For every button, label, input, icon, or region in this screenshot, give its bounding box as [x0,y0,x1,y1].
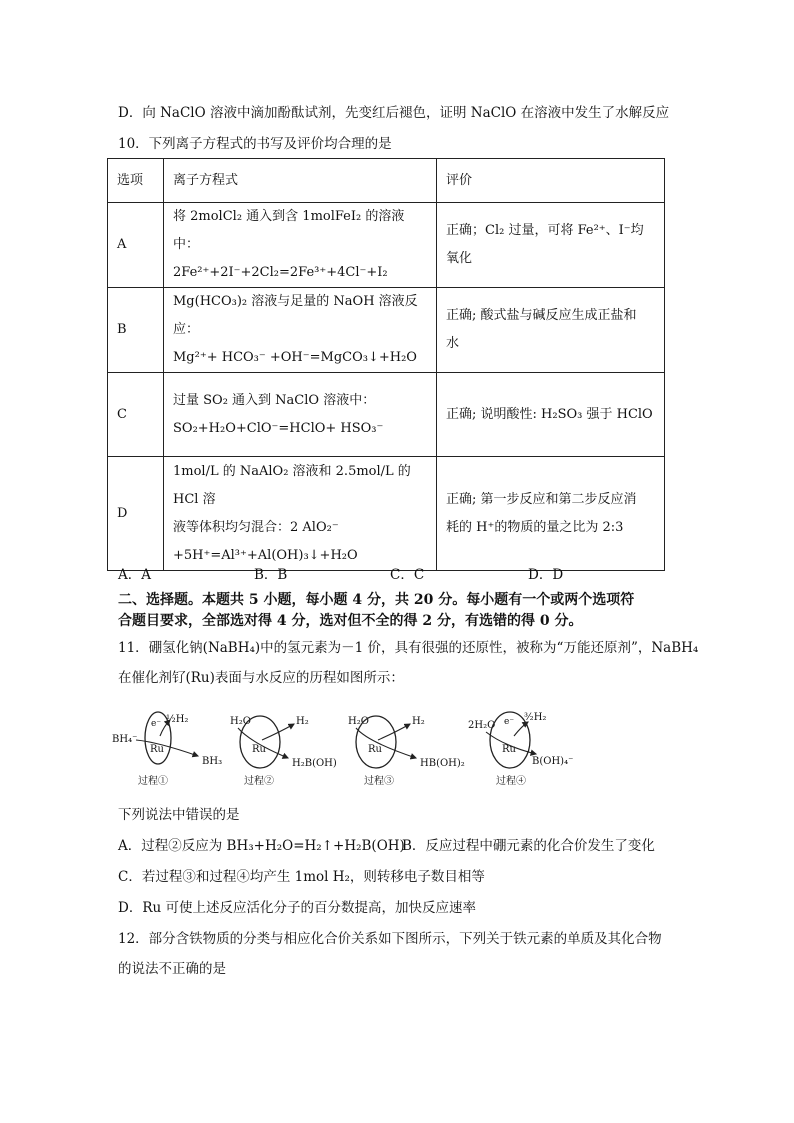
equation-line: 2Fe²⁺+2I⁻+2Cl₂=2Fe³⁺+4Cl⁻+I₂ [173,265,388,280]
process-4 [468,712,573,787]
h2o-label: H₂O [348,716,369,727]
process-label: 过程③ [364,776,394,787]
q11-stem-line2: 在催化剂钌(Ru)表面与水反应的历程如图所示： [118,670,404,686]
row-equation [164,373,437,457]
h2o-label: H₂O [230,716,251,727]
h2-half-label: ½H₂ [166,714,189,725]
evaluation-line: 耗的 H⁺的物质的量之比为 2:3 [446,519,624,535]
ru-label: Ru [368,744,382,755]
table-header-row [108,159,665,203]
process-label: 过程④ [496,776,526,787]
equation-line: Mg(HCO₃)₂ 溶液与足量的 NaOH 溶液反应： [173,294,418,337]
ru-label: Ru [502,744,516,755]
evaluation-line: 氧化 [446,251,473,266]
q10-table [107,158,665,571]
h2boh-label: H₂B(OH) [292,758,337,769]
row-option: D [108,457,164,571]
q10-option-b: B．B [254,567,288,583]
row-evaluation [437,288,665,373]
q12-stem-line1: 12．部分含铁物质的分类与相应化合价关系如下图所示，下列关于铁元素的单质及其化合物 [118,931,662,947]
electron-label: e⁻ [504,717,515,727]
evaluation-line: 正确；Cl₂ 过量，可将 Fe²⁺、I⁻均 [446,223,644,238]
ru-label: Ru [252,744,266,755]
evaluation-line: 正确; 第一步反应和第二步反应消 [446,491,637,507]
process-3 [348,716,465,787]
evaluation-line: 正确; 说明酸性: H₂SO₃ 强于 HClO [446,406,653,422]
evaluation-line: 水 [446,336,460,351]
2h2o-label: 2H₂O [468,720,496,731]
row-equation [164,288,437,373]
q10-option-c: C．C [390,567,425,583]
row-equation [164,203,437,288]
row-option: C [108,373,164,457]
evaluation-line: 正确; 酸式盐与碱反应生成正盐和 [446,308,637,323]
electron-label: e⁻ [151,719,162,729]
process-2 [230,716,337,787]
reaction-process-diagram [110,706,670,788]
section2-heading-line1: 二、选择题。本题共 5 小题，每小题 4 分，共 20 分。每小题有一个或两个选项符 [118,592,635,608]
header-evaluation: 评价 [437,159,665,203]
equation-line: +5H⁺=Al³⁺+Al(OH)₃↓+H₂O [173,547,358,563]
equation-line: SO₂+H₂O+ClO⁻=HClO+ HSO₃⁻ [173,420,384,436]
table-row [108,373,665,457]
h2-label: H₂ [412,716,425,727]
row-evaluation [437,203,665,288]
h2-three-half-label: ³⁄₂H₂ [524,712,547,723]
process-1 [112,712,222,787]
table-row [108,203,665,288]
equation-line: 液等体积均匀混合：2 AlO₂⁻ [173,519,339,535]
row-option: B [108,288,164,373]
q11-option-d: D．Ru 可使上述反应活化分子的百分数提高，加快反应速率 [118,900,476,916]
hboh2-label: HB(OH)₂ [420,758,465,769]
q11-prompt: 下列说法中错误的是 [118,807,240,823]
table-row [108,288,665,373]
q11-option-b: B．反应过程中硼元素的化合价发生了变化 [402,838,655,854]
header-option: 选项 [108,159,164,203]
table-row [108,457,665,571]
equation-line: Mg²⁺+ HCO₃⁻ +OH⁻=MgCO₃↓+H₂O [173,350,417,365]
row-evaluation [437,457,665,571]
equation-line: 将 2molCl₂ 通入到含 1molFeI₂ 的溶液中： [173,209,405,252]
equation-line: 1mol/L 的 NaAlO₂ 溶液和 2.5mol/L 的 HCl 溶 [173,463,411,507]
q10-option-d: D．D [528,567,564,583]
row-option: A [108,203,164,288]
process-label: 过程② [244,776,274,787]
process-label: 过程① [138,776,168,787]
section2-heading-line2: 合题目要求，全部选对得 4 分，选对但不全的得 2 分，有选错的得 0 分。 [118,613,583,629]
row-evaluation [437,373,665,457]
q12-stem-line2: 的说法不正确的是 [118,961,226,977]
h2-label: H₂ [296,716,309,727]
q10-stem: 10．下列离子方程式的书写及评价均合理的是 [118,136,392,152]
header-equation: 离子方程式 [164,159,437,203]
bh3-label: BH₃ [202,756,223,767]
ru-label: Ru [150,744,164,755]
bh4-label: BH₄⁻ [112,734,138,745]
boh4-label: B(OH)₄⁻ [532,756,574,767]
q10-option-a: A．A [118,567,151,583]
q11-stem-line1: 11．硼氢化钠(NaBH₄)中的氢元素为－1 价，具有很强的还原性，被称为“万能还原剂”，NaBH₄ [118,640,699,656]
equation-line: 过量 SO₂ 通入到 NaClO 溶液中： [173,392,376,408]
q11-option-a: A．过程②反应为 BH₃+H₂O=H₂↑+H₂B(OH) [118,838,405,854]
q11-option-c: C．若过程③和过程④均产生 1mol H₂，则转移电子数目相等 [118,869,485,885]
row-equation [164,457,437,571]
q9-option-d: D．向 NaClO 溶液中滴加酚酞试剂，先变红后褪色，证明 NaClO 在溶液中发生了水解反应 [118,105,670,121]
